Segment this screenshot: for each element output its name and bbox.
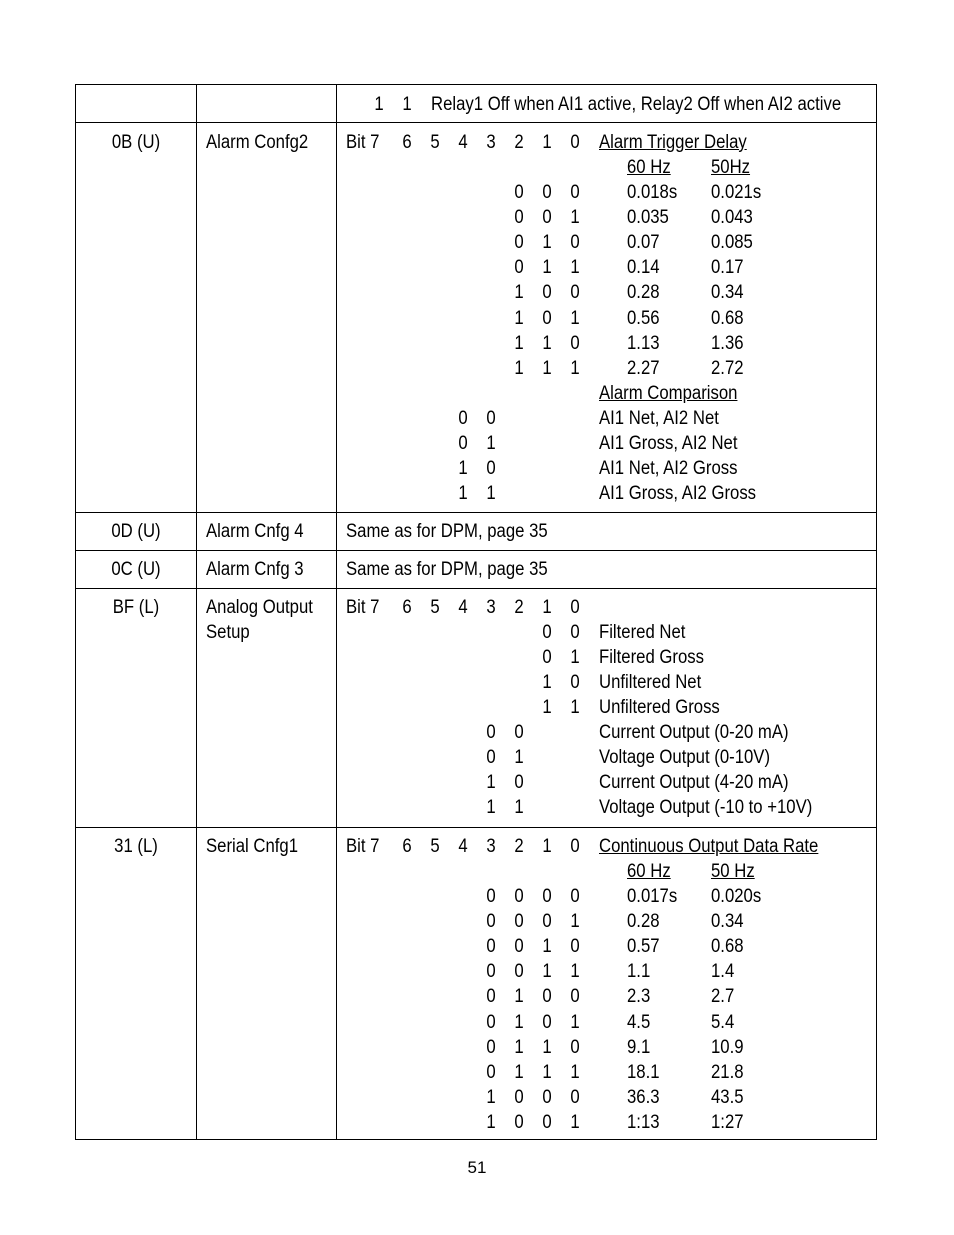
- bit-label: 4: [458, 836, 468, 857]
- value-50hz: 10.9: [711, 1036, 744, 1058]
- bit-description: Relay1 Off when AI1 active, Relay2 Off when AI2 active: [431, 94, 842, 115]
- bit-value: 0: [514, 182, 524, 203]
- bit-value: 0: [486, 886, 496, 907]
- value-60hz: 0.28: [627, 282, 660, 304]
- bit-value: 1: [514, 357, 524, 379]
- bit-label: 0: [570, 836, 580, 857]
- bit-value: 0: [570, 886, 580, 907]
- bit-value: 0: [486, 936, 496, 958]
- value-50hz: 0.34: [711, 911, 744, 933]
- column-header-60hz: 60 Hz: [627, 861, 671, 882]
- value-60hz: 4.5: [627, 1011, 651, 1033]
- bit-value: 1: [542, 357, 552, 379]
- bit-value: 0: [542, 307, 552, 329]
- bit-label: 5: [430, 597, 440, 618]
- register-address: 0D (U): [111, 521, 161, 542]
- row-divider: [76, 122, 876, 123]
- section-title: Alarm Trigger Delay: [599, 132, 747, 153]
- bit-value: 1: [542, 672, 552, 694]
- option-description: Voltage Output (-10 to +10V): [599, 797, 813, 819]
- bit-label: Bit 7: [346, 836, 380, 857]
- section-title: Continuous Output Data Rate: [599, 836, 819, 857]
- register-name: Alarm Cnfg 4: [206, 521, 304, 542]
- bit-value: 0: [458, 433, 468, 455]
- bit-value: 1: [542, 1061, 552, 1083]
- bit-value: 0: [514, 232, 524, 254]
- bit-value: 0: [542, 986, 552, 1008]
- bit-value: 1: [542, 697, 552, 719]
- value-60hz: 1.13: [627, 332, 660, 354]
- section-title: Alarm Comparison: [599, 383, 738, 404]
- bit-value: 0: [486, 408, 496, 429]
- bit-value: 1: [570, 1111, 580, 1133]
- value-60hz: 18.1: [627, 1061, 660, 1083]
- bit-label: 3: [486, 836, 496, 857]
- bit-value: 1: [570, 257, 580, 279]
- bit-label: 3: [486, 597, 496, 618]
- bit-value: 1: [542, 332, 552, 354]
- option-description: Filtered Net: [599, 622, 686, 643]
- row-divider: [76, 550, 876, 551]
- bit-value: 1: [486, 797, 496, 819]
- bit-value: 0: [486, 1036, 496, 1058]
- bit-value: 0: [514, 207, 524, 229]
- bit-label: 2: [514, 836, 524, 857]
- register-address: 31 (L): [114, 836, 158, 857]
- bit-label: 0: [570, 597, 580, 618]
- column-header-50hz: 50Hz: [711, 157, 751, 178]
- bit-value: 1: [570, 1061, 580, 1083]
- value-50hz: 0.17: [711, 257, 744, 279]
- bit-value: 0: [570, 672, 580, 694]
- bit-value: 1: [542, 1036, 552, 1058]
- value-50hz: 1.36: [711, 332, 744, 354]
- bit-value: 1: [542, 257, 552, 279]
- bit-value: 0: [570, 986, 580, 1008]
- value-50hz: 0.043: [711, 207, 753, 229]
- register-name: Alarm Cnfg 3: [206, 559, 304, 580]
- bit-value: 1: [514, 1036, 524, 1058]
- bit-label: 1: [542, 597, 552, 618]
- value-60hz: 0.56: [627, 307, 660, 329]
- bit-value: 0: [542, 282, 552, 304]
- bit-value: 1: [514, 797, 524, 819]
- bit-value: 1: [570, 961, 580, 983]
- bit-value: 1: [570, 647, 580, 669]
- value-50hz: 1.4: [711, 961, 735, 983]
- value-50hz: 0.68: [711, 936, 744, 958]
- bit-value: 1: [570, 911, 580, 933]
- bit-value: 1: [570, 357, 580, 379]
- bit-value: 1: [486, 772, 496, 794]
- bit-value: 0: [514, 722, 524, 743]
- bit-value: 0: [570, 1036, 580, 1058]
- bit-value: 1: [514, 1011, 524, 1033]
- bit-label: 3: [486, 132, 496, 153]
- register-address: BF (L): [112, 597, 160, 618]
- page-number: 51: [467, 1158, 487, 1177]
- value-50hz: 5.4: [711, 1011, 735, 1033]
- register-name: Serial Cnfg1: [206, 836, 299, 857]
- option-description: Filtered Gross: [599, 647, 704, 669]
- bit-value: 0: [486, 986, 496, 1008]
- bit-value: 0: [542, 622, 552, 643]
- bit-value: 1: [514, 307, 524, 329]
- bit-value: 1: [486, 433, 496, 455]
- bit-label: 4: [458, 597, 468, 618]
- value-60hz: 0.035: [627, 207, 669, 229]
- value-60hz: 0.017s: [627, 886, 678, 907]
- bit-value: 1: [486, 1086, 496, 1108]
- bit-value: 1: [514, 747, 524, 769]
- bit-value: 0: [486, 458, 496, 480]
- value-60hz: 1.1: [627, 961, 651, 983]
- value-60hz: 36.3: [627, 1086, 660, 1108]
- bit-label: 0: [570, 132, 580, 153]
- value-50hz: 0.68: [711, 307, 744, 329]
- bit-value: 0: [486, 911, 496, 933]
- bit-value: 0: [542, 911, 552, 933]
- bit-value: 1: [458, 458, 468, 480]
- value-60hz: 0.07: [627, 232, 660, 254]
- bit-label: 6: [402, 597, 412, 618]
- value-50hz: 2.72: [711, 357, 744, 379]
- column-header-60hz: 60 Hz: [627, 157, 671, 178]
- bit-value: 1: [374, 94, 384, 115]
- row-divider: [76, 588, 876, 589]
- bit-value: 1: [458, 483, 468, 505]
- option-description: AI1 Net, AI2 Net: [599, 408, 719, 429]
- bit-value: 0: [486, 747, 496, 769]
- bit-value: 0: [570, 282, 580, 304]
- value-50hz: 0.34: [711, 282, 744, 304]
- bit-value: 0: [570, 622, 580, 643]
- bit-value: 0: [458, 408, 468, 429]
- bit-value: 1: [514, 986, 524, 1008]
- bit-label: Bit 7: [346, 132, 380, 153]
- value-50hz: 43.5: [711, 1086, 744, 1108]
- row-divider: [76, 827, 876, 828]
- bit-value: 1: [542, 961, 552, 983]
- bit-label: 6: [402, 836, 412, 857]
- bit-value: 0: [514, 1086, 524, 1108]
- bit-label: 5: [430, 836, 440, 857]
- option-description: AI1 Net, AI2 Gross: [599, 458, 738, 480]
- column-divider: [336, 85, 337, 1139]
- bit-value: 0: [542, 647, 552, 669]
- register-name: Setup: [206, 622, 250, 643]
- register-address: 0B (U): [111, 132, 161, 153]
- bit-value: 1: [570, 207, 580, 229]
- bit-value: 0: [570, 332, 580, 354]
- value-60hz: 0.018s: [627, 182, 678, 203]
- bit-value: 0: [514, 911, 524, 933]
- value-50hz: 0.020s: [711, 886, 762, 907]
- bit-value: 0: [542, 1011, 552, 1033]
- value-60hz: 1:13: [627, 1111, 660, 1133]
- bit-value: 0: [486, 1061, 496, 1083]
- value-60hz: 0.28: [627, 911, 660, 933]
- value-50hz: 0.021s: [711, 182, 762, 203]
- bit-value: 0: [486, 1011, 496, 1033]
- bit-value: 0: [514, 257, 524, 279]
- bit-value: 1: [542, 936, 552, 958]
- option-description: Unfiltered Net: [599, 672, 702, 694]
- bit-value: 0: [542, 1111, 552, 1133]
- option-description: Voltage Output (0-10V): [599, 747, 771, 769]
- bit-value: 0: [514, 936, 524, 958]
- bit-value: 1: [514, 1061, 524, 1083]
- bit-value: 0: [542, 886, 552, 907]
- bit-value: 0: [514, 886, 524, 907]
- register-name: Alarm Confg2: [206, 132, 309, 153]
- register-table: [75, 84, 877, 1140]
- option-description: Current Output (4-20 mA): [599, 772, 789, 794]
- register-description: Same as for DPM, page 35: [346, 521, 548, 542]
- bit-value: 0: [570, 936, 580, 958]
- bit-label: 1: [542, 132, 552, 153]
- option-description: AI1 Gross, AI2 Gross: [599, 483, 757, 505]
- value-60hz: 2.3: [627, 986, 651, 1008]
- value-60hz: 0.14: [627, 257, 660, 279]
- bit-value: 1: [514, 332, 524, 354]
- bit-value: 0: [542, 1086, 552, 1108]
- option-description: Unfiltered Gross: [599, 697, 720, 719]
- bit-label: 4: [458, 132, 468, 153]
- column-header-50hz: 50 Hz: [711, 861, 755, 882]
- bit-value: 1: [402, 94, 412, 115]
- value-50hz: 1:27: [711, 1111, 744, 1133]
- column-divider: [196, 85, 197, 1139]
- bit-label: 6: [402, 132, 412, 153]
- register-name: Analog Output: [206, 597, 313, 618]
- bit-label: 2: [514, 597, 524, 618]
- value-60hz: 9.1: [627, 1036, 651, 1058]
- bit-value: 1: [570, 307, 580, 329]
- bit-value: 0: [514, 961, 524, 983]
- bit-value: 1: [514, 282, 524, 304]
- register-address: 0C (U): [111, 559, 161, 580]
- bit-value: 0: [514, 1111, 524, 1133]
- bit-value: 0: [542, 207, 552, 229]
- bit-label: Bit 7: [346, 597, 380, 618]
- value-50hz: 0.085: [711, 232, 753, 254]
- bit-label: 2: [514, 132, 524, 153]
- bit-label: 1: [542, 836, 552, 857]
- bit-value: 0: [570, 1086, 580, 1108]
- value-50hz: 21.8: [711, 1061, 744, 1083]
- bit-value: 1: [486, 483, 496, 505]
- bit-value: 0: [570, 182, 580, 203]
- option-description: Current Output (0-20 mA): [599, 722, 789, 743]
- value-60hz: 0.57: [627, 936, 660, 958]
- bit-value: 0: [514, 772, 524, 794]
- value-60hz: 2.27: [627, 357, 660, 379]
- bit-value: 0: [542, 182, 552, 203]
- row-divider: [76, 512, 876, 513]
- option-description: AI1 Gross, AI2 Net: [599, 433, 738, 455]
- bit-value: 1: [570, 1011, 580, 1033]
- bit-value: 0: [570, 232, 580, 254]
- bit-value: 1: [570, 697, 580, 719]
- value-50hz: 2.7: [711, 986, 735, 1008]
- register-description: Same as for DPM, page 35: [346, 559, 548, 580]
- bit-value: 0: [486, 722, 496, 743]
- bit-value: 1: [542, 232, 552, 254]
- bit-value: 1: [486, 1111, 496, 1133]
- bit-label: 5: [430, 132, 440, 153]
- bit-value: 0: [486, 961, 496, 983]
